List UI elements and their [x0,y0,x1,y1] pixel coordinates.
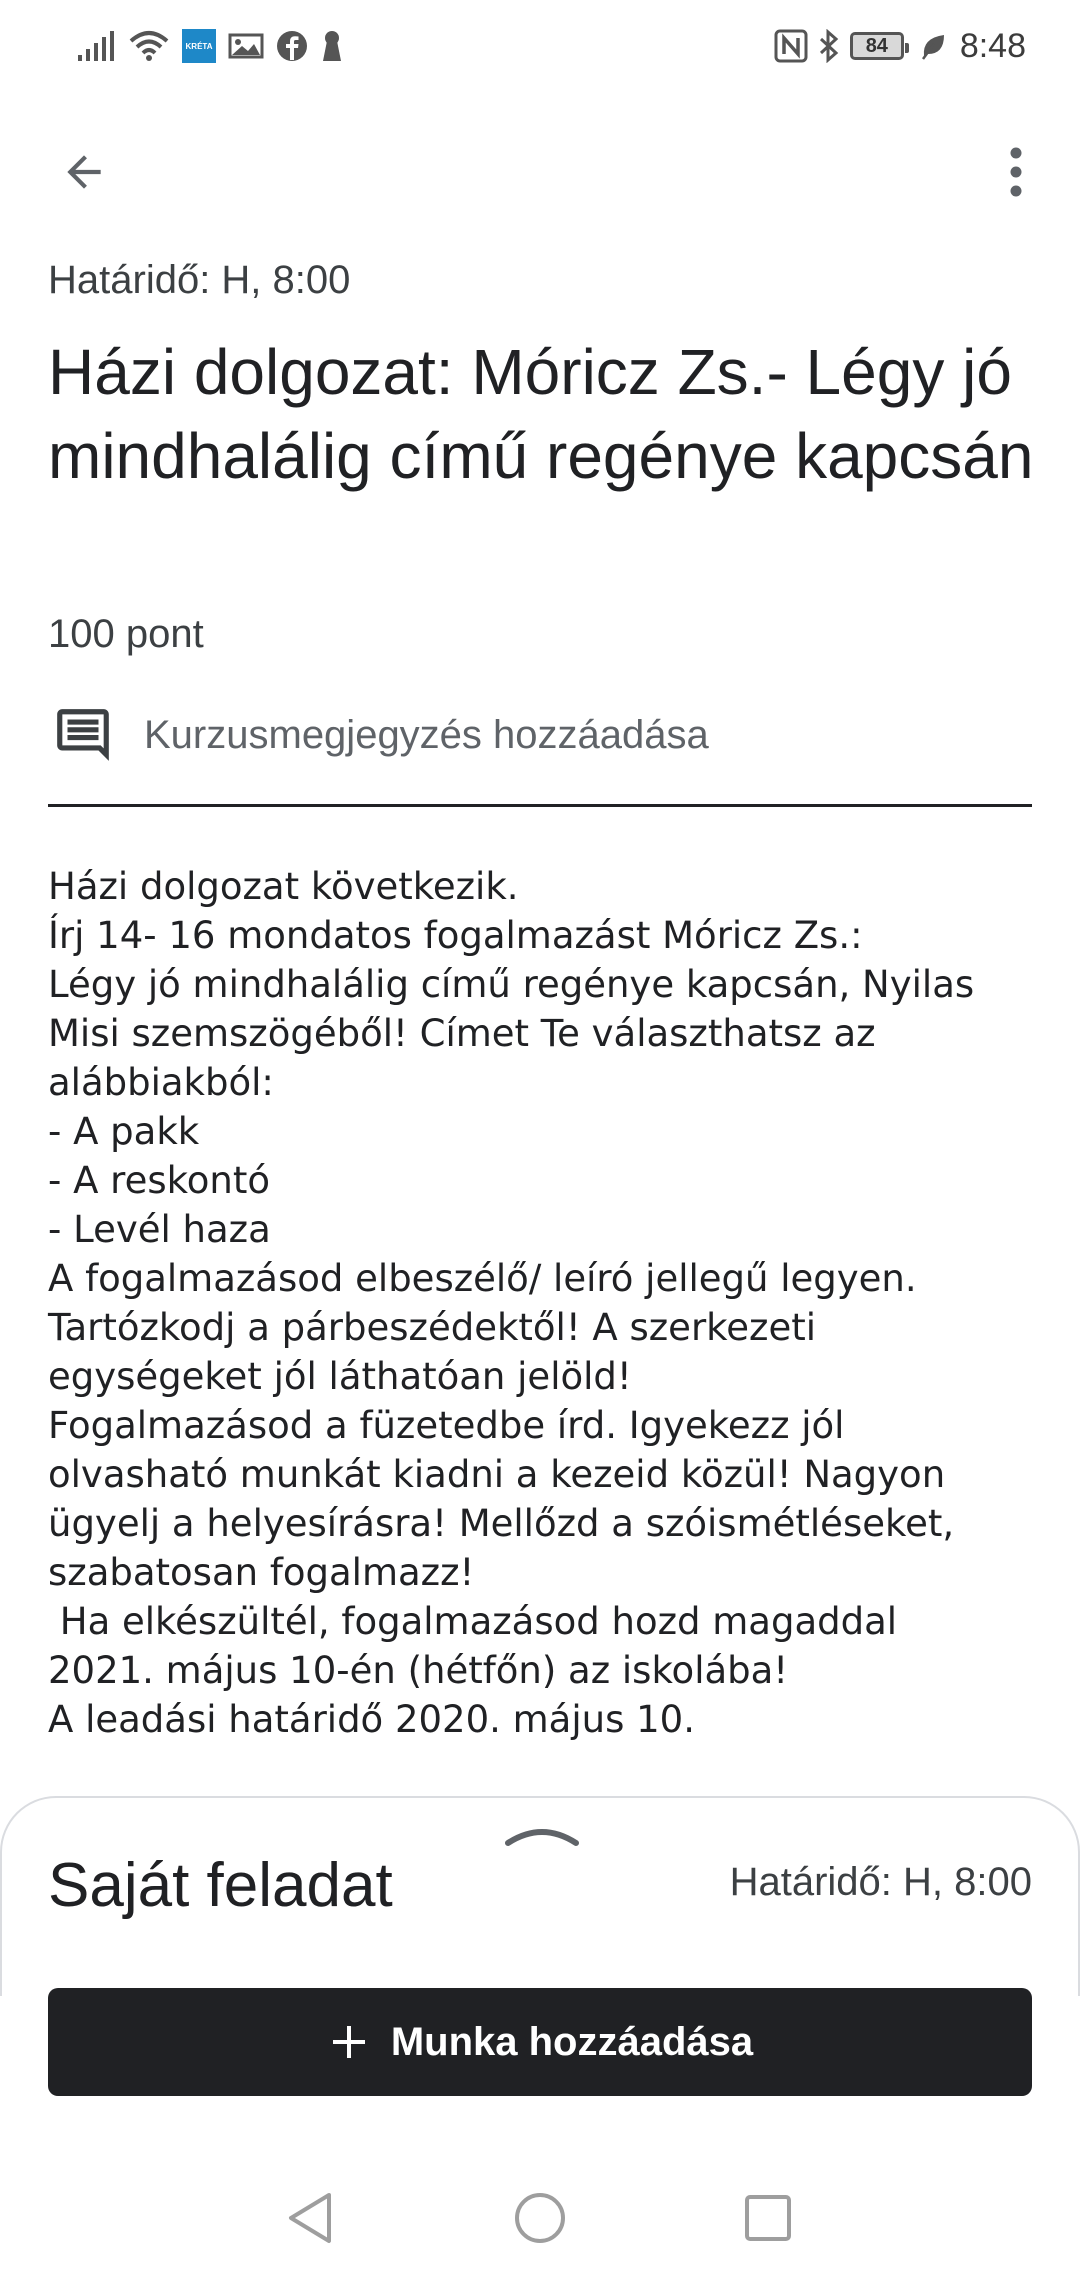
class-comment-label: Kurzusmegjegyzés hozzáadása [144,712,709,757]
description-line: ügyelj a helyesírásra! Mellőzd a szóismétléseket, [48,1502,955,1545]
your-work-title: Saját feladat [48,1851,393,1920]
status-time: 8:48 [959,26,1026,65]
assignment-points: 100 pont [48,612,204,656]
bluetooth-icon [818,29,840,63]
signal-icon [76,29,116,63]
description-line: - Levél haza [48,1208,271,1251]
description-line: A leadási határidő 2020. május 10. [48,1698,695,1741]
square-recents-icon [743,2193,793,2248]
description-line: olvasható munkát kiadni a kezeid közül! Nagyon [48,1453,946,1496]
keyhole-icon [320,29,344,63]
nav-back-button[interactable] [278,2188,342,2252]
description-line: - A reskontó [48,1159,270,1202]
arrow-left-icon [59,147,109,202]
status-left-icons [76,26,344,66]
description-line: egységeket jól láthatóan jelöld! [48,1355,632,1398]
description-line: Ha elkészültél, fogalmazásod hozd magaddal [48,1600,898,1643]
description-line: Légy jó mindhalálig című regénye kapcsán, Nyilas [48,963,975,1006]
add-work-button[interactable] [48,1988,1032,2096]
battery-icon [850,32,904,60]
description-line: alábbiakból: [48,1061,274,1104]
status-bar [0,0,1080,92]
circle-home-icon [513,2191,567,2250]
chevron-up-icon[interactable] [502,1820,582,1850]
description-line: Misi szemszögéből! Címet Te választhatsz az [48,1012,876,1055]
nfc-icon [774,29,808,63]
more-vert-icon [1009,146,1023,203]
description-line: Tartózkodj a párbeszédektől! A szerkezeti [48,1306,817,1349]
description-line: - A pakk [48,1110,200,1153]
wifi-icon [128,29,170,63]
description-line: 2021. május 10-én (hétfőn) az iskolába! [48,1649,789,1692]
description-line: Írj 14- 16 mondatos fogalmazást Móricz Zs.: [48,914,863,957]
assignment-deadline: Határidő: H, 8:00 [48,258,351,302]
divider [48,804,1032,807]
gallery-icon [228,31,264,61]
back-button[interactable] [44,130,124,218]
your-work-deadline: Határidő: H, 8:00 [729,1860,1032,1904]
nav-home-button[interactable] [508,2188,572,2252]
description-line: A fogalmazásod elbeszélő/ leíró jellegű legyen. [48,1257,917,1300]
add-work-label: Munka hozzáadása [390,2019,754,2064]
system-navigation-bar [0,2160,1080,2280]
kreta-app-icon: KRÉTA [182,29,216,63]
status-right-icons [774,22,1026,70]
your-work-sheet[interactable] [0,1796,1080,1996]
assignment-title: Házi dolgozat: Móricz Zs.- Légy jó mindhalálig című regénye kapcsán [48,336,1034,492]
triangle-back-icon [285,2191,335,2250]
comment-icon [48,700,118,770]
facebook-icon [276,30,308,62]
plus-icon [327,2020,371,2064]
app-bar [0,130,1080,218]
add-class-comment-button[interactable] [48,700,709,770]
leaf-icon [920,32,946,60]
description-line: Házi dolgozat következik. [48,865,519,908]
assignment-description [48,862,1048,1744]
description-line: Fogalmazásod a füzetedbe írd. Igyekezz jól [48,1404,845,1447]
more-options-button[interactable] [986,130,1046,218]
nav-recents-button[interactable] [736,2188,800,2252]
description-line: szabatosan fogalmazz! [48,1551,475,1594]
battery-level: 84 [865,34,888,57]
